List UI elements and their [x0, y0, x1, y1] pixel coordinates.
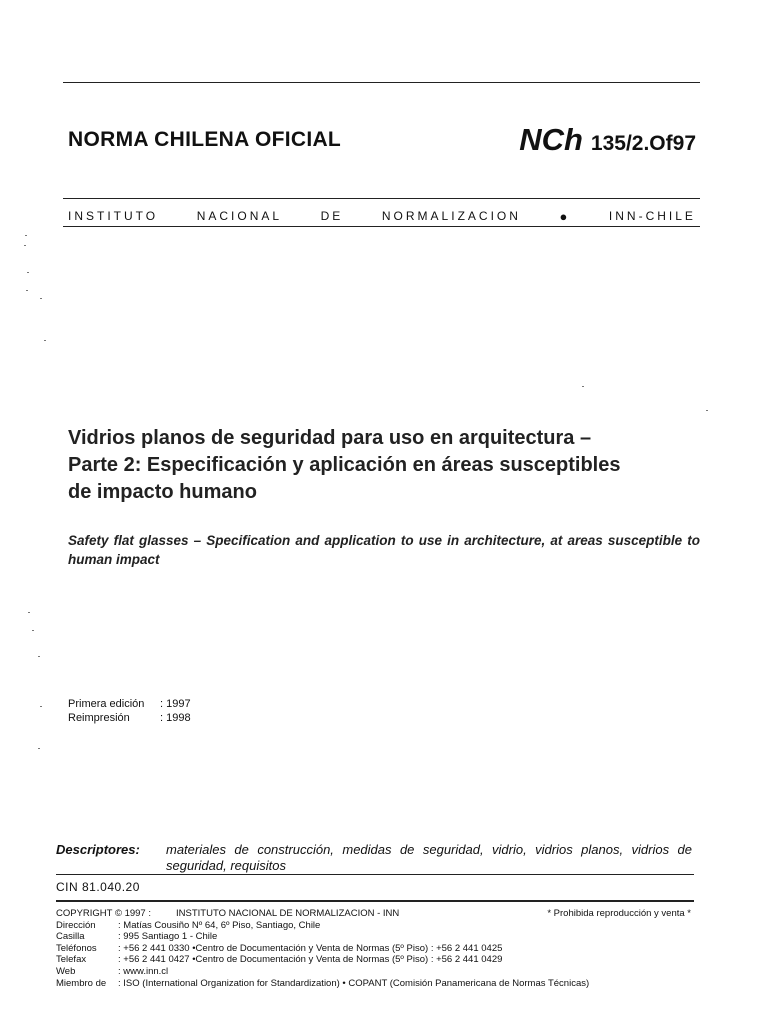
cin-code: CIN 81.040.20: [56, 880, 140, 894]
footer-rule: [56, 900, 694, 902]
scan-speck: [582, 386, 584, 387]
footer-label: Casilla: [56, 931, 85, 943]
footer-row: [56, 954, 706, 966]
edition-row: [68, 711, 191, 725]
nch-mark: NCh: [519, 122, 583, 157]
scan-speck: [38, 656, 40, 657]
scan-speck: [32, 630, 34, 631]
institute-word: INSTITUTO: [68, 209, 159, 223]
institute-top-rule: [63, 198, 700, 199]
footer-label: Dirección: [56, 919, 96, 931]
footer-value: : www.inn.cl: [118, 965, 169, 977]
descriptors-text: materiales de construcción, medidas de seguridad, vidrio, vidrios planos, vidrios de seguridad, requisitos: [166, 842, 692, 873]
descriptors-label: Descriptores:: [56, 842, 140, 857]
document-title: [68, 425, 700, 506]
footer-info: [56, 908, 706, 989]
footer-value: : ISO (International Organization for Standardization) • COPANT (Comisión Panamericana de Normas Técnicas): [118, 977, 590, 989]
scan-speck: [24, 245, 26, 246]
edition-value: : 1998: [160, 712, 191, 724]
nch-number: 135/2.Of97: [590, 132, 696, 155]
footer-value: : +56 2 441 0427 •Centro de Documentación y Venta de Normas (5º Piso) : +56 2 441 0429: [118, 954, 503, 966]
institute-code: INN-CHILE: [608, 209, 696, 223]
scan-speck: [706, 410, 708, 411]
descriptors: [56, 842, 692, 874]
nch-identifier: [519, 122, 696, 158]
scan-speck: [38, 748, 40, 749]
footer-value: : +56 2 441 0330 •Centro de Documentación y Venta de Normas (5º Piso) : +56 2 441 0425: [118, 942, 503, 954]
descriptors-rule: [56, 874, 694, 875]
footer-label: Web: [56, 965, 76, 977]
footer-row: [56, 920, 706, 932]
footer-label: Miembro de: [56, 977, 107, 989]
title-line: Vidrios planos de seguridad para uso en arquitectura –: [68, 427, 592, 449]
scan-speck: [27, 272, 29, 273]
bullet-icon: ●: [559, 209, 571, 224]
footer-value: : Matías Cousiño Nº 64, 6º Piso, Santiago, Chile: [118, 919, 321, 931]
institute-bottom-rule: [63, 226, 700, 227]
footer-row: [56, 931, 706, 943]
institute-word: NACIONAL: [196, 209, 283, 223]
scan-speck: [40, 706, 42, 707]
footer-label: Teléfonos: [56, 942, 97, 954]
institute-word: DE: [320, 209, 344, 223]
title-line: de impacto humano: [68, 481, 257, 503]
footer-row: [56, 966, 706, 978]
edition-row: [68, 697, 191, 711]
scan-speck: [26, 290, 28, 291]
copyright-value: INSTITUTO NACIONAL DE NORMALIZACION - INN: [176, 908, 400, 919]
footer-value: : 995 Santiago 1 - Chile: [118, 931, 218, 943]
edition-info: [68, 697, 191, 725]
scan-speck: [40, 298, 42, 299]
edition-value: : 1997: [160, 698, 191, 710]
institute-banner: [68, 209, 696, 224]
edition-label: Reimpresión: [68, 712, 130, 724]
institute-word: NORMALIZACION: [381, 209, 521, 223]
prohibida-notice: * Prohibida reproducción y venta *: [547, 908, 691, 919]
top-rule: [63, 82, 700, 83]
scan-speck: [28, 612, 30, 613]
footer-row: [56, 978, 706, 990]
scan-speck: [44, 340, 46, 341]
footer-row: [56, 943, 706, 955]
norma-heading: NORMA CHILENA OFICIAL: [68, 128, 342, 151]
footer-label: Telefax: [56, 954, 87, 966]
english-title: Safety flat glasses – Specification and application to use in architecture, at areas susceptible to human impact: [68, 533, 700, 567]
edition-label: Primera edición: [68, 698, 145, 710]
scan-speck: [25, 235, 27, 236]
title-line: Parte 2: Especificación y aplicación en áreas susceptibles: [68, 454, 621, 476]
copyright-label: COPYRIGHT © 1997 :: [56, 908, 151, 919]
